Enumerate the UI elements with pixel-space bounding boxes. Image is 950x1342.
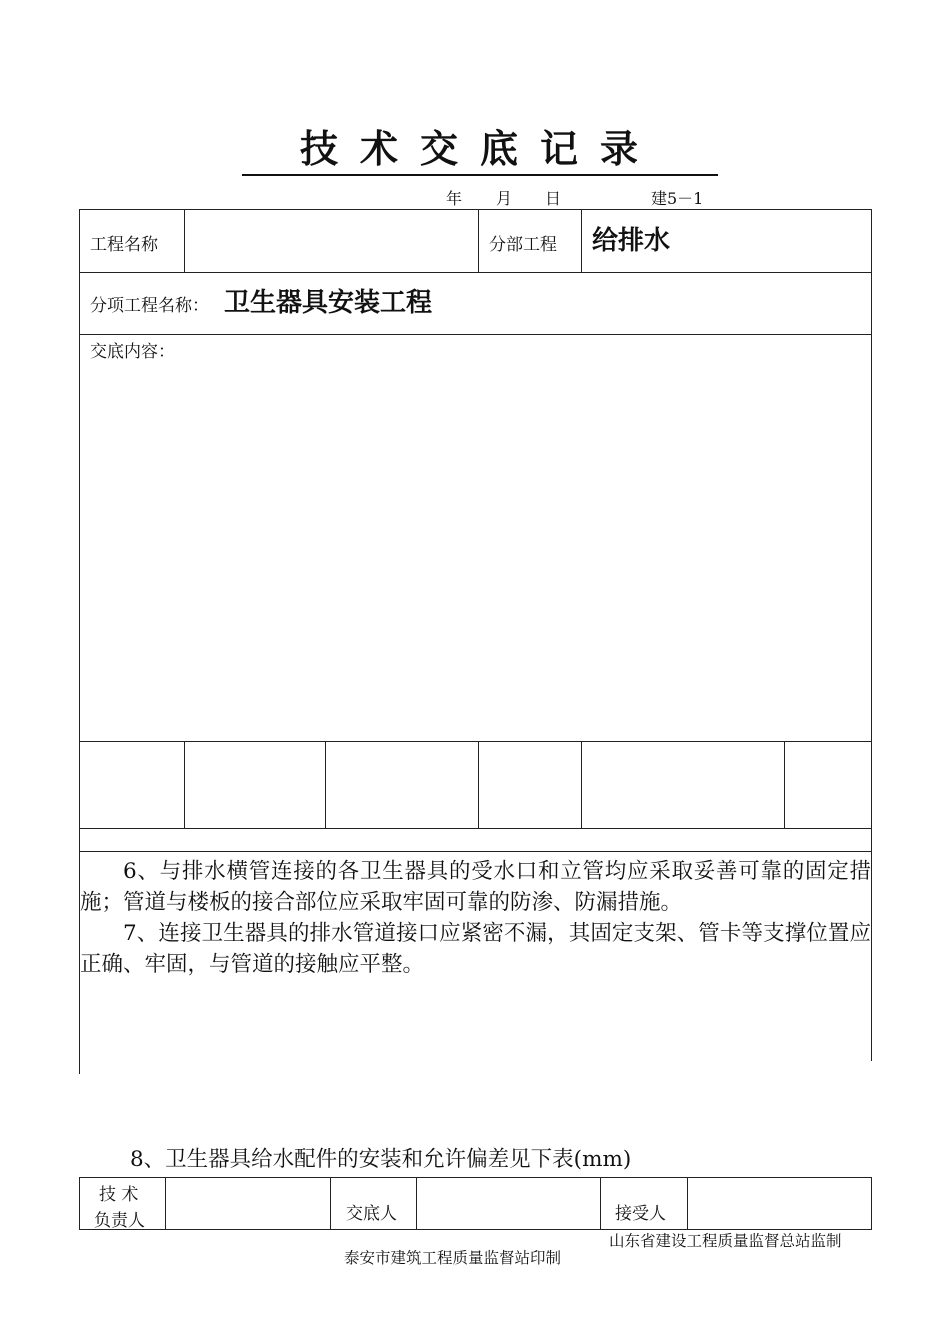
tech-lead-label-1: 技 术 <box>99 1185 139 1205</box>
tech-lead-label-2: 负责人 <box>94 1211 145 1231</box>
row1-divider-3 <box>581 209 582 272</box>
form-code: 建5－1 <box>651 189 704 208</box>
sig-divider-4 <box>600 1177 601 1230</box>
receiver-label: 接受人 <box>615 1204 666 1224</box>
title-underline <box>242 174 718 176</box>
sub-division-value: 给排水 <box>592 226 671 256</box>
row2-bottom-line <box>79 334 872 335</box>
sub-division-label: 分部工程 <box>489 235 557 255</box>
footer-supervisor: 山东省建设工程质量监督总站监制 <box>609 1232 842 1250</box>
project-name-label: 工程名称 <box>90 235 158 255</box>
sub-item-value: 卫生器具安装工程 <box>224 288 433 318</box>
date-year: 年 <box>446 189 463 208</box>
table-top-border <box>79 209 872 210</box>
date-month: 月 <box>496 189 513 208</box>
content-bottom-line <box>79 741 872 742</box>
row1-divider-1 <box>184 209 185 272</box>
paragraph-7: 7、连接卫生器具的排水管道接口应紧密不漏，其固定支架、管卡等支撑位置应正确、牢固，与管道的接触应平整。 <box>80 921 871 977</box>
document-title: 技术交底记录 <box>299 127 660 171</box>
grid-divider-1 <box>184 741 185 828</box>
table-note: 8、卫生器具给水配件的安装和允许偏差见下表(mm) <box>130 1147 632 1172</box>
grid-divider-3 <box>478 741 479 828</box>
briefer-label: 交底人 <box>346 1204 397 1224</box>
grid-divider-2 <box>325 741 326 828</box>
sig-divider-1 <box>165 1177 166 1230</box>
row1-divider-2 <box>478 209 479 272</box>
body-paragraphs <box>80 856 871 980</box>
sig-divider-2 <box>330 1177 331 1230</box>
content-label: 交底内容： <box>90 342 175 362</box>
footer-printer: 泰安市建筑工程质量监督站印制 <box>344 1249 562 1267</box>
grid-divider-4 <box>581 741 582 828</box>
row1-bottom-line <box>79 272 872 273</box>
grid-divider-5 <box>784 741 785 828</box>
table-right-border <box>871 209 872 1061</box>
sub-item-label: 分项工程名称： <box>90 296 209 316</box>
grid-bottom-line <box>79 828 872 829</box>
spacer-bottom-line <box>79 851 872 852</box>
sig-divider-3 <box>416 1177 417 1230</box>
sig-divider-5 <box>687 1177 688 1230</box>
signature-table <box>79 1177 872 1230</box>
date-day: 日 <box>545 189 562 208</box>
paragraph-6: 6、与排水横管连接的各卫生器具的受水口和立管均应采取妥善可靠的固定措施；管道与楼板的接合部位应采取牢固可靠的防渗、防漏措施。 <box>80 859 871 915</box>
